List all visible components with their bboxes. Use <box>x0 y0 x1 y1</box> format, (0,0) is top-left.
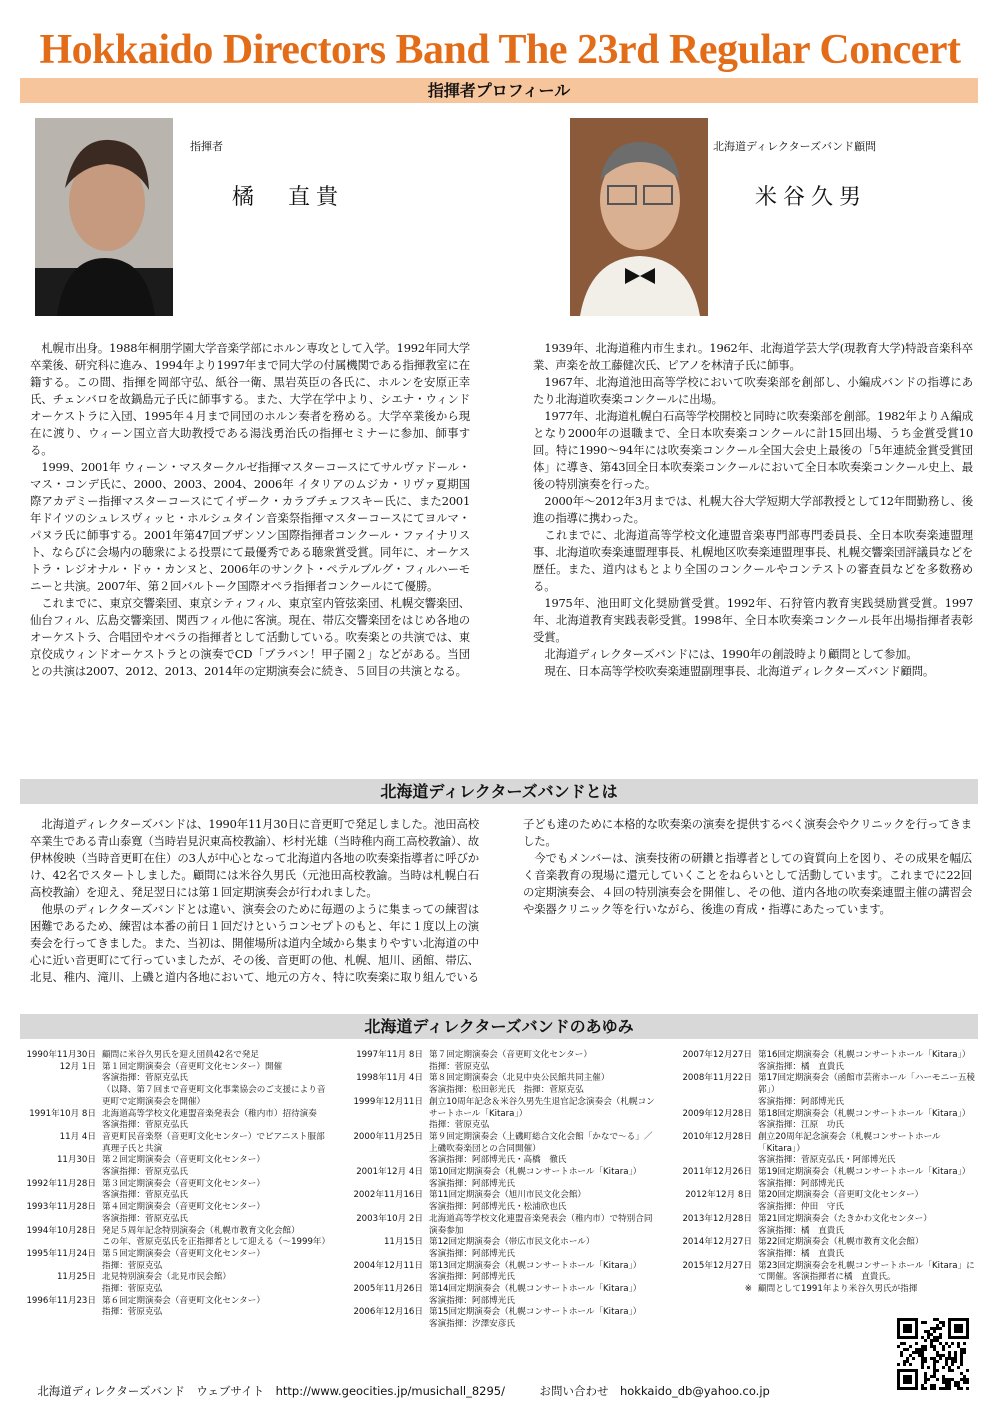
history-date: 12月 1日 <box>59 1061 96 1072</box>
history-event: 第８回定期演奏会（北見中央公民館共同主催） 客演指揮：松田彰光氏 指揮：菅原克弘 <box>429 1073 610 1096</box>
history-event: 第９回定期演奏会（上磯町総合文化会館「かなで～る」／上磯吹奏楽団との合同開催） 客演指揮：阿部博光氏・高橋 徹氏 <box>429 1131 653 1166</box>
website-link[interactable]: http://www.geocities.jp/musichall_8295/ <box>275 1384 505 1398</box>
history-row <box>672 1190 977 1213</box>
history-date: 11月25日 <box>56 1272 96 1283</box>
history-row <box>345 1237 655 1260</box>
history-row <box>345 1261 655 1284</box>
history-date: 2009年12月28日 <box>682 1108 752 1119</box>
history-event: 北海道高等学校文化連盟音楽発表会（稚内市）で特別合同演奏参加 <box>429 1213 653 1236</box>
history-date: 2014年12月27日 <box>682 1237 752 1248</box>
history-date: 2005年11月26日 <box>353 1284 423 1295</box>
history-event: 第19回定期演奏会（札幌コンサートホール「Kitara」） 客演指揮：阿部博光氏 <box>758 1167 971 1189</box>
history-event: 第２回定期演奏会（音更町文化センター） 客演指揮：菅原克弘氏 <box>102 1155 265 1178</box>
history-event: 第14回定期演奏会（札幌コンサートホール「Kitara」） 客演指揮：阿部博光氏 <box>429 1284 642 1306</box>
history-date: 1999年12月11日 <box>353 1096 423 1107</box>
bio-paragraph: 札幌市出身。1988年桐朋学園大学音楽学部にホルン専攻として入学。1992年同大学卒業後、研究科に進み、1994年より1997年まで同大学の付属機関である指揮教室に在籍する。この間、指揮を岡部守弘、紙谷一衛、黒岩英臣の各氏に、ホルンを安原正幸氏、チェンバロを故鍋島元子氏に師事する。また、大学在学中より、シエナ・ウィンドオーケストラに入団、1995年４月まで同団のホルン奏者を務める。大学卒業後から現在に渡り、ウィーン国立音大助教授である湯浅勇治氏の指揮セミナーに参加、師事する。 <box>30 341 470 457</box>
history-event: 第10回定期演奏会（札幌コンサートホール「Kitara」） 客演指揮：阿部博光氏 <box>429 1167 642 1189</box>
about-section-header: 北海道ディレクターズバンドとは <box>20 779 978 804</box>
advisor-bio <box>533 340 973 680</box>
history-row <box>22 1272 332 1295</box>
history-date: 2003年10月 2日 <box>356 1213 423 1224</box>
history-row <box>345 1214 655 1237</box>
history-row <box>672 1237 977 1260</box>
history-column <box>22 1050 332 1319</box>
history-date: 2007年12月27日 <box>682 1050 752 1060</box>
contact-label: お問い合わせ <box>539 1384 609 1398</box>
history-row <box>672 1109 977 1132</box>
history-date: 2011年12月26日 <box>682 1167 752 1178</box>
conductor-role: 指揮者 <box>190 140 223 153</box>
history-event: 創立10周年記念＆米谷久男先生退官記念演奏会（札幌コンサートホール「Kitara」） 指揮：菅原克弘 <box>429 1096 655 1131</box>
history-event: 音更町民音楽祭（音更町文化センター）でピアニスト服部真理子氏と共演 <box>102 1131 325 1154</box>
history-event: 顧問として1991年より米谷久男氏が指揮 <box>758 1284 918 1295</box>
history-row <box>22 1249 332 1272</box>
bio-paragraph: 1939年、北海道稚内市生まれ。1962年、北海道学芸大学(現教育大学)特設音楽科卒業、声楽を故工藤健次氏、ピアノを林清子氏に師事。 <box>533 341 973 372</box>
history-date: 1995年11月24日 <box>26 1248 96 1259</box>
qr-code <box>897 1318 969 1390</box>
history-row <box>672 1167 977 1190</box>
bio-paragraph: これまでに、東京交響楽団、東京シティフィル、東京室内管弦楽団、札幌交響楽団、仙台フィル、広島交響楽団、関西フィル他に客演。現在、帯広交響楽団をはじめ各地のオーケストラ、合唱団やオペラの指揮者として活動している。吹奏楽との共演では、東京佼成ウィンドオーケストラとの演奏でCD「ブラバン！甲子園２」などがある。当団との共演は2007、2012、2013、2014年の定期演奏会に続き、５回目の共演となる。 <box>30 596 470 678</box>
history-row <box>22 1062 332 1109</box>
history-row <box>672 1214 977 1237</box>
history-event: 第21回定期演奏会（たきかわ文化センター） 客演指揮：橘 直貴氏 <box>758 1213 932 1236</box>
history-date: 1992年11月28日 <box>26 1178 96 1189</box>
history-date: 2004年12月11日 <box>353 1260 423 1271</box>
email-link[interactable]: hokkaido_db@yahoo.co.jp <box>619 1384 770 1398</box>
history-row <box>345 1284 655 1307</box>
history-date: 2000年11月25日 <box>353 1131 423 1142</box>
advisor-photo <box>570 118 708 316</box>
history-date: 2006年12月16日 <box>353 1307 423 1318</box>
about-paragraph: 他県のディレクターズバンドとは違い、演奏会のために毎週のように集まっての練習は困難であるため、練習は本番の前日１回だけというコンセプトのもと、年に１度以上の演奏会を行ってきました。また、当初は、開催場所は道内全域から集まりやすい北海道の中心に近い音更町にて行っていましたが、その後、音更町の他、札幌、旭川、函館、帯広、北見、稚内、滝川、上磯と道内各地において、地元の方々、特に吹奏楽に取り組んでいる子ども達のために本格的な吹奏楽の演奏を提供するべく演奏会やクリニックを行ってきました。 <box>30 817 972 984</box>
history-row <box>22 1109 332 1132</box>
history-event: 第18回定期演奏会（札幌コンサートホール「Kitara」） 客演指揮：江原 功氏 <box>758 1108 971 1131</box>
about-text <box>30 816 972 996</box>
history-row <box>345 1307 655 1330</box>
history-date: 2010年12月28日 <box>682 1131 752 1142</box>
conductor-name: 橘 直貴 <box>232 185 345 210</box>
conductor-photo <box>35 118 173 316</box>
history-date: 2015年12月27日 <box>682 1260 752 1271</box>
history-event: 第６回定期演奏会（音更町文化センター） 指揮：菅原克弘 <box>102 1295 265 1318</box>
history-column <box>672 1050 977 1296</box>
history-row <box>672 1261 977 1284</box>
history-event: 第13回定期演奏会（札幌コンサートホール「Kitara」） 客演指揮：阿部博光氏 <box>429 1260 642 1283</box>
history-row <box>345 1190 655 1213</box>
history-event: 顧問に米谷久男氏を迎え団員42名で発足 <box>102 1050 260 1060</box>
history-date: 1990年11月30日 <box>26 1050 96 1060</box>
history-row <box>22 1296 332 1319</box>
history-date: 2013年12月28日 <box>682 1213 752 1224</box>
history-date: 2008年11月22日 <box>682 1073 752 1084</box>
history-event: 第12回定期演奏会（帯広市民文化ホール） 客演指揮：阿部博光氏 <box>429 1237 595 1259</box>
history-row <box>345 1073 655 1096</box>
history-row <box>672 1132 977 1167</box>
history-column <box>345 1050 655 1331</box>
history-row <box>22 1226 332 1249</box>
footer <box>30 1369 770 1399</box>
history-date: 11月15日 <box>383 1237 423 1248</box>
history-date: 2012年12月 8日 <box>685 1190 752 1201</box>
history-event: 第17回定期演奏会（函館市芸術ホール「ハーモニー五稜郭」） 客演指揮：阿部博光氏 <box>758 1073 976 1107</box>
history-event: 北見特別演奏会（北見市民会館） 指揮：菅原克弘 <box>102 1272 231 1295</box>
history-row <box>22 1202 332 1225</box>
history-event: 第５回定期演奏会（音更町文化センター） 指揮：菅原克弘 <box>102 1248 265 1271</box>
history-date: 1991年10月 8日 <box>29 1108 96 1119</box>
history-event: 第１回定期演奏会（音更町文化センター）開催 客演指揮：菅原克弘氏 （以降、第７回まで音更町文化事業協会のご支援により音更町で定期演奏会を開催） <box>102 1061 326 1107</box>
bio-paragraph: 北海道ディレクターズバンドには、1990年の創設時より顧問として参加。 <box>544 647 918 661</box>
history-date: 11月 4日 <box>59 1131 96 1142</box>
history-row <box>345 1167 655 1190</box>
history-event: 第15回定期演奏会（札幌コンサートホール「Kitara」） 客演指揮：汐澤安彦氏 <box>429 1307 642 1330</box>
about-paragraph: 北海道ディレクターズバンドは、1990年11月30日に音更町で発足しました。池田高校卒業生である青山泰寛（当時岩見沢東高校教諭）、杉村光雄（当時稚内商工高校教諭）、故伊林俊映（当時音更町在住）の3人が中心となって北海道内各地の吹奏楽指導者に呼びかけ、42名でスタートしました。顧問には米谷久男氏（元池田高校教諭。当時は札幌白石高校教諭）を迎え、発足翌日には第１回定期演奏会が行われました。 <box>30 817 479 899</box>
history-date: 11月30日 <box>56 1155 96 1166</box>
history-date: 2001年12月 4日 <box>356 1167 423 1178</box>
bio-paragraph: 1999、2001年 ウィーン・マスタークルゼ指揮マスターコースにてサルヴァドール・マス・コンデ氏に、2000、2003、2004、2006年 イタリアのムジカ・リヴァ夏期国際アカデミー指揮マスターコースにてイザーク・カラブチェフスキー氏に、また2001年ドイツのシュレスヴィッヒ・ホルシュタイン音楽祭指揮マスターコースにてヨルマ・パヌラ氏に師事する。2001年第47回ブザンソン国際指揮者コンクール・ファイナリスト、ならびに会場内の聴衆による投票にて最優秀である聴衆賞受賞。同年に、オーケストラ・レジオナル・ドゥ・カンヌと、2006年のサンクト・ペテルブルグ・フィルハーモニーと共演。2007年、第２回バルトーク国際オペラ指揮者コンクールにて優勝。 <box>30 460 470 593</box>
history-date: 1993年11月28日 <box>26 1202 96 1213</box>
history-event: 第20回定期演奏会（音更町文化センター） 客演指揮：仲田 守氏 <box>758 1190 924 1213</box>
history-date: 1996年11月23日 <box>26 1295 96 1306</box>
advisor-name: 米谷久男 <box>755 185 868 210</box>
bio-paragraph: 1975年、池田町文化奨励賞受賞。1992年、石狩管内教育実践奨励賞受賞。1997年、北海道教育実践表彰受賞。1998年、全日本吹奏楽コンクール長年出場指揮者表彰受賞。 <box>533 596 973 644</box>
history-row <box>22 1132 332 1155</box>
history-row <box>22 1050 332 1062</box>
about-paragraph: 今でもメンバーは、演奏技術の研鑽と指導者としての資質向上を図り、その成果を幅広く音楽教育の現場に還元していくことをねらいとして活動しています。これまでに22回の定期演奏会、４回の特別演奏会を開催し、その他、道内各地の吹奏楽連盟主催の講習会や楽器クリニック等を行いながら、後進の育成・指導にあたっています。 <box>523 851 972 916</box>
history-event: 第３回定期演奏会（音更町文化センター） 客演指揮：菅原克弘氏 <box>102 1178 265 1201</box>
bio-paragraph: 1977年、北海道札幌白石高等学校開校と同時に吹奏楽部を創部。1982年よりＡ編成となり2000年の退職まで、全日本吹奏楽コンクールに計15回出場、うち金賞受賞10回。特に1990～94年には吹奏楽コンクール全国大会史上最後の「5年連続金賞受賞団体」に導き、第43回全日本吹奏楽コンクールにおいて全日本吹奏楽コンクール史上、最後の特別演奏を行った。 <box>533 409 973 491</box>
bio-paragraph: 1967年、北海道池田高等学校において吹奏楽部を創部し、小編成バンドの指導にあたり北海道吹奏楽コンクールに出場。 <box>533 375 973 406</box>
history-date: 1997年11月 8日 <box>356 1050 423 1060</box>
history-event: 発足５周年記念特別演奏会（札幌市教育文化会館） この年、菅原克弘氏を正指揮者として迎える（～1999年） <box>102 1225 331 1248</box>
history-event: 第22回定期演奏会（札幌市教育文化会館） 客演指揮：橘 直貴氏 <box>758 1237 924 1259</box>
history-date: 1998年11月 4日 <box>356 1073 423 1084</box>
history-row <box>672 1284 977 1296</box>
history-row <box>672 1073 977 1108</box>
bio-paragraph: これまでに、北海道高等学校文化連盟音楽専門部専門委員長、全日本吹奏楽連盟理事、北海道吹奏楽連盟理事長、札幌地区吹奏楽連盟理事長、札幌交響楽団評議員などを歴任。また、道内はもとより全国のコンクールやコンテストの審査員などを多数務める。 <box>533 528 973 593</box>
history-event: 第16回定期演奏会（札幌コンサートホール「Kitara」） 客演指揮：橘 直貴氏 <box>758 1050 971 1072</box>
history-date: 2002年11月16日 <box>353 1190 423 1201</box>
history-event: 第11回定期演奏会（旭川市民文化会館） 客演指揮：阿部博光氏・松浦欣也氏 <box>429 1190 587 1213</box>
history-event: 創立20周年記念演奏会（札幌コンサートホール「Kitara」） 客演指揮：菅原克弘氏・阿部博光氏 <box>758 1131 941 1166</box>
history-row <box>345 1050 655 1073</box>
history-event: 第４回定期演奏会（音更町文化センター） 客演指揮：菅原克弘氏 <box>102 1202 265 1224</box>
history-row <box>345 1132 655 1167</box>
history-date: ※ <box>744 1284 752 1295</box>
conductor-bio <box>30 340 470 680</box>
bio-paragraph: 現在、日本高等学校吹奏楽連盟副理事長、北海道ディレクターズバンド顧問。 <box>544 664 935 678</box>
history-section-header: 北海道ディレクターズバンドのあゆみ <box>20 1014 978 1039</box>
advisor-role: 北海道ディレクターズバンド顧問 <box>713 140 877 153</box>
footer-website-label: 北海道ディレクターズバンド ウェブサイト <box>37 1384 265 1398</box>
history-row <box>22 1179 332 1202</box>
history-event: 第23回定期演奏会を札幌コンサートホール「Kitara」にて開催。客演指揮者に橘 直貴氏。 <box>758 1260 975 1283</box>
history-date: 1994年10月28日 <box>26 1225 96 1236</box>
history-row <box>672 1050 977 1073</box>
history-row <box>345 1097 655 1132</box>
bio-paragraph: 2000年～2012年3月までは、札幌大谷大学短期大学部教授として12年間勤務し、後進の指導に携わった。 <box>533 494 973 525</box>
history-event: 北海道高等学校文化連盟音楽発表会（稚内市）招待演奏 客演指揮：菅原克弘氏 <box>102 1108 326 1131</box>
profile-section-header: 指揮者プロフィール <box>20 78 978 103</box>
history-row <box>22 1155 332 1178</box>
page-title: Hokkaido Directors Band The 23rd Regular Concert <box>39 27 961 73</box>
history-event: 第７回定期演奏会（音更町文化センター） 指揮：菅原克弘 <box>429 1050 592 1072</box>
